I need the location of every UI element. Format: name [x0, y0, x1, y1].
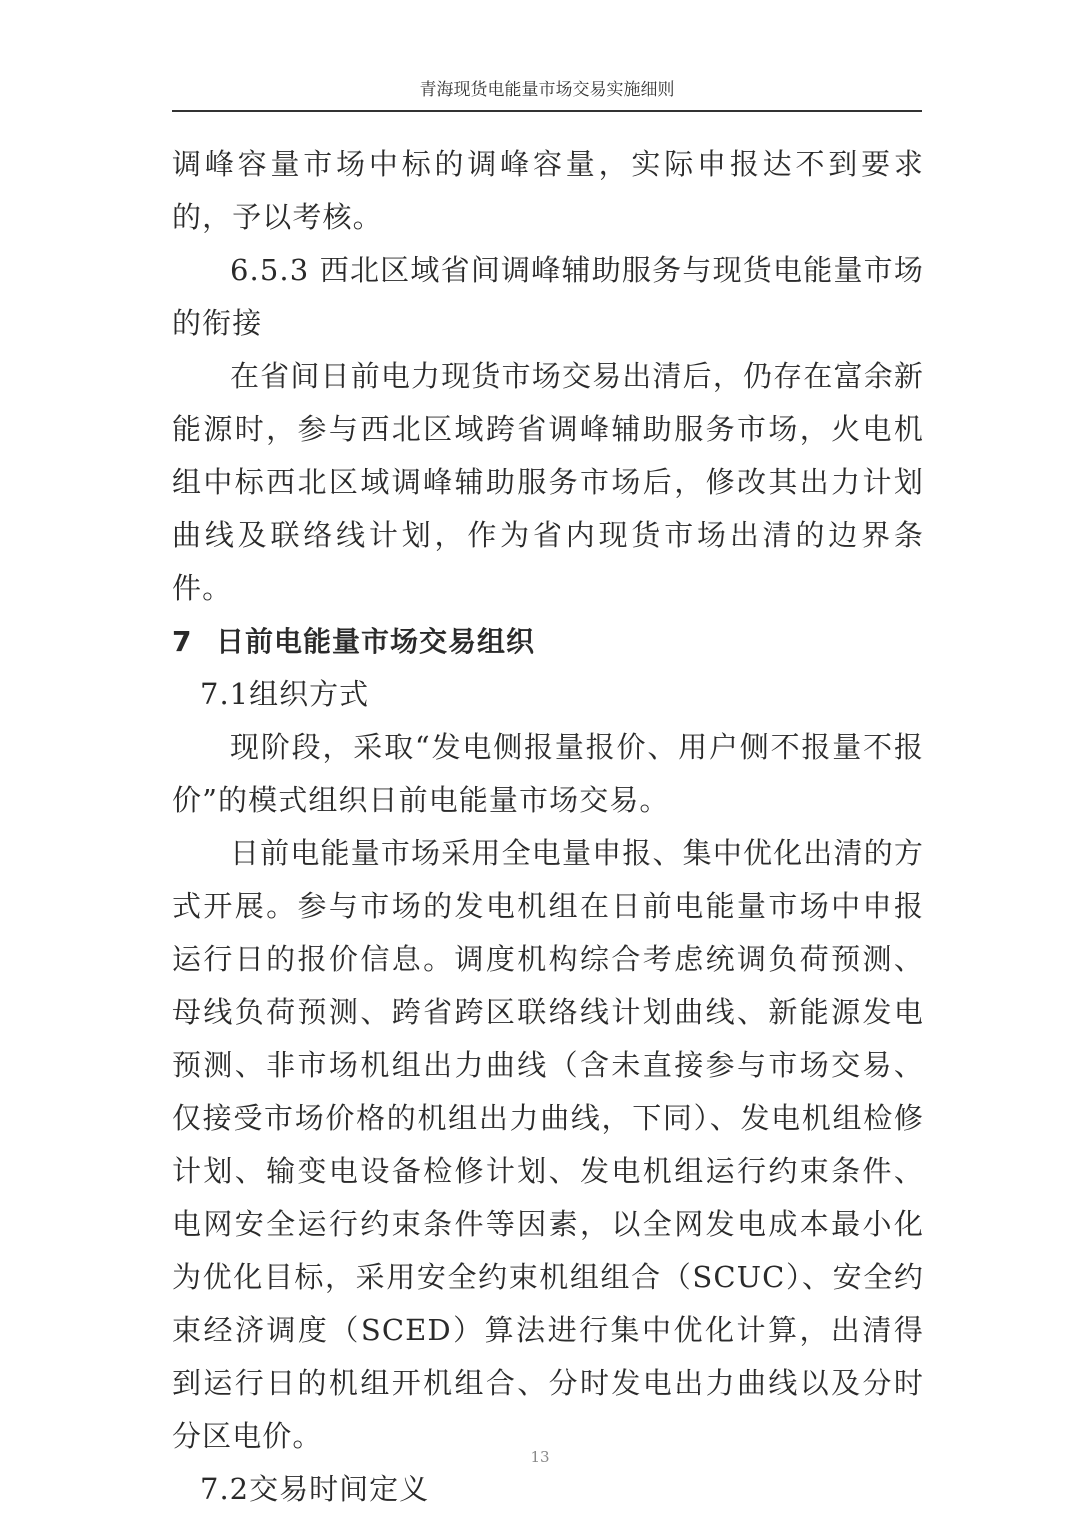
section-7-title: 日前电能量市场交易组织	[216, 625, 536, 658]
section-7-2-heading: 7.2交易时间定义	[200, 1472, 430, 1506]
paragraph-interprovincial: 在省间日前电力现货市场交易出清后，仍存在富余新能源时，参与西北区域跨省调峰辅助服务市场，火电机组中标西北区域调峰辅助服务市场后，修改其出力计划曲线及联络线计划，作为省内现货市场出清的边界条件。	[172, 359, 924, 605]
section-7-1-heading: 7.1组织方式	[200, 677, 370, 711]
header-title: 青海现货电能量市场交易实施细则	[419, 80, 675, 100]
paragraph-mode: 现阶段，采取“发电侧报量报价、用户侧不报量不报价”的模式组织日前电能量市场交易。	[172, 730, 924, 817]
paragraph-clearing: 日前电能量市场采用全电量申报、集中优化出清的方式开展。参与市场的发电机组在日前电能量市场中申报运行日的报价信息。调度机构综合考虑统调负荷预测、母线负荷预测、跨省跨区联络线计划曲线、新能源发电预测、非市场机组出力曲线（含未直接参与市场交易、仅接受市场价格的机组出力曲线，下同）、发电机组检修计划、输变电设备检修计划、发电机组运行约束条件、电网安全运行约束条件等因素，以全网发电成本最小化为优化目标，采用安全约束机组组合（SCUC）、安全约束经济调度（SCED）算法进行集中优化计算，出清得到运行日的机组开机组合、分时发电出力曲线以及分时分区电价。	[172, 836, 924, 1453]
document-body	[172, 138, 924, 1516]
page-header	[172, 78, 922, 112]
paragraph-peak-capacity: 调峰容量市场中标的调峰容量，实际申报达不到要求的，予以考核。	[172, 147, 924, 234]
section-7-heading	[172, 615, 924, 668]
page-number: 13	[530, 1448, 550, 1466]
section-6-5-3-heading: 6.5.3 西北区域省间调峰辅助服务与现货电能量市场的衔接	[172, 253, 924, 340]
section-7-number: 7	[172, 625, 193, 658]
